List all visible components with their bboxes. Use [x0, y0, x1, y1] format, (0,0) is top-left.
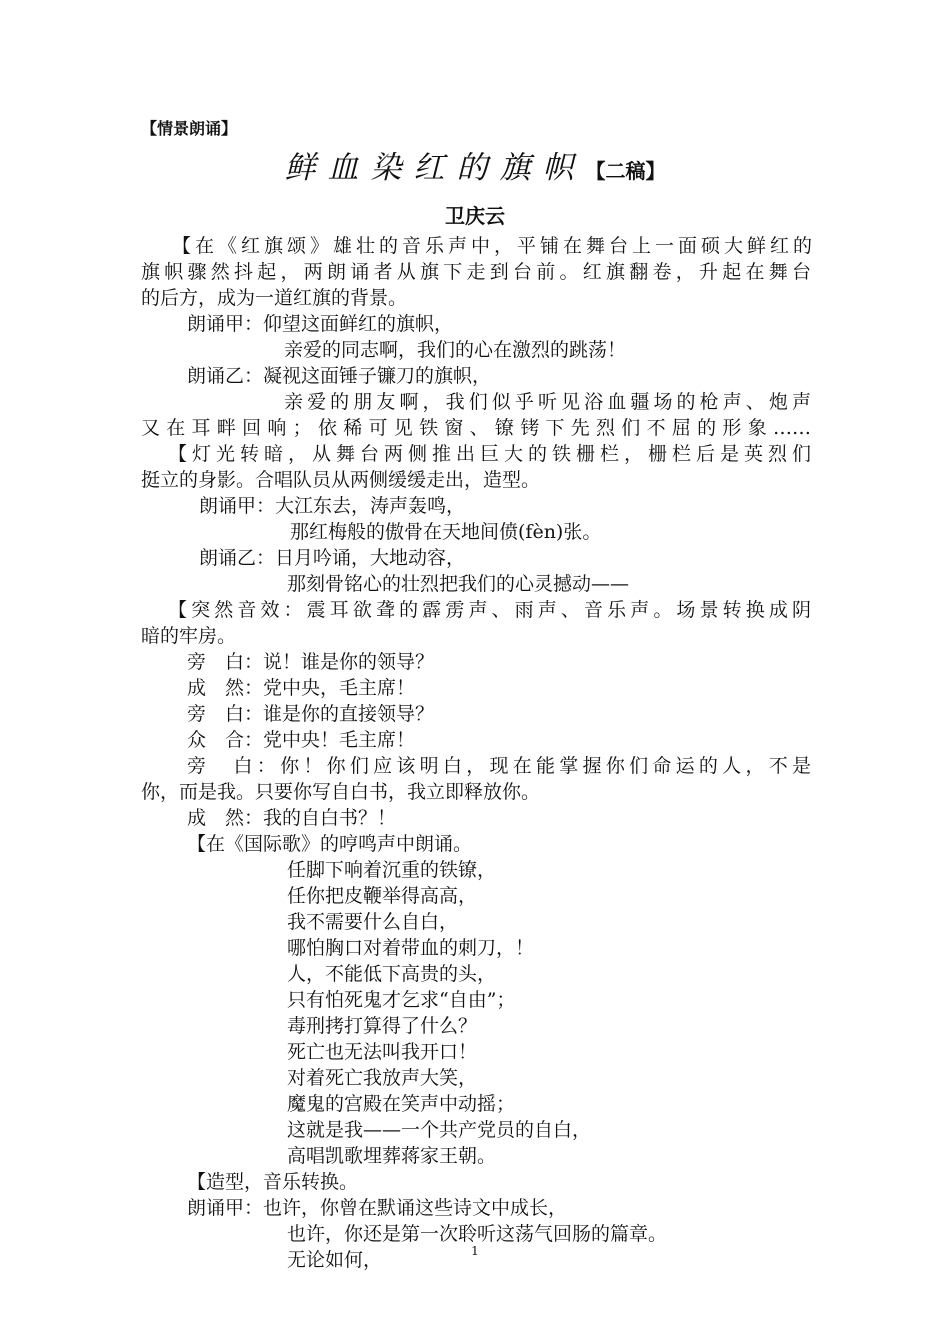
script-line: 【在《红旗颂》雄壮的音乐声中，平铺在舞台上一面硕大鲜红的: [172, 235, 812, 257]
script-line: 众 合：党中央！毛主席！: [187, 729, 416, 751]
script-line: 成 然：我的自白书？！: [187, 807, 397, 829]
script-line: 【突然音效：震耳欲聋的霹雳声、雨声、音乐声。场景转换成阴: [168, 599, 811, 621]
script-line: 那刻骨铭心的壮烈把我们的心灵撼动——: [287, 573, 630, 595]
script-line: 朗诵乙：日月吟诵，大地动容，: [199, 547, 466, 569]
script-line: 任你把皮鞭举得高高，: [287, 885, 478, 907]
script-line: 旁 白：你！你们应该明白，现在能掌握你们命运的人，不是: [187, 755, 811, 777]
author-name: 卫庆云: [445, 204, 505, 228]
script-line: 那红梅般的傲骨在天地间偾(fèn)张。: [290, 521, 602, 543]
script-line: 死亡也无法叫我开口！: [287, 1041, 478, 1063]
script-line: 高唱凯歌埋葬蒋家王朝。: [287, 1145, 497, 1167]
draft-label: 【二稿】: [585, 159, 666, 183]
script-line: 成 然：党中央，毛主席！: [187, 677, 416, 699]
script-line: 旗帜骤然抖起，两朗诵者从旗下走到台前。红旗翻卷，升起在舞台: [141, 261, 811, 283]
script-line: 朗诵甲：也许，你曾在默诵这些诗文中成长，: [187, 1197, 568, 1219]
script-line: 旁 白：说！谁是你的领导？: [187, 651, 435, 673]
page-number: 1: [471, 1244, 479, 1258]
script-line: 无论如何，: [287, 1249, 383, 1271]
script-line: 也许，你还是第一次聆听这荡气回肠的篇章。: [287, 1223, 668, 1245]
script-line: 朗诵乙：凝视这面锤子镰刀的旗帜，: [187, 365, 492, 387]
script-line: 只有怕死鬼才乞求“自由”；: [287, 989, 516, 1011]
script-line: 【灯光转暗，从舞台两侧推出巨大的铁栅栏，栅栏后是英烈们: [168, 443, 811, 465]
script-line: 任脚下响着沉重的铁镣，: [287, 859, 497, 881]
script-line: 亲爱的朋友啊，我们似乎听见浴血疆场的枪声、炮声: [284, 391, 811, 413]
script-line: 哪怕胸口对着带血的刺刀，！: [287, 937, 535, 959]
script-line: 朗诵甲：仰望这面鲜红的旗帜，: [187, 313, 454, 335]
genre-tag: 【情景朗诵】: [141, 119, 238, 138]
script-line: 暗的牢房。: [141, 625, 237, 647]
script-line: 的后方，成为一道红旗的背景。: [141, 287, 408, 309]
script-line: 这就是我——一个共产党员的自白，: [287, 1119, 592, 1141]
script-line: 旁 白：谁是你的直接领导？: [187, 703, 435, 725]
script-line: 人，不能低下高贵的头，: [287, 963, 497, 985]
script-line: 你，而是我。只要你写自白书，我立即释放你。: [141, 781, 541, 803]
script-line: 对着死亡我放声大笑，: [287, 1067, 478, 1089]
page-title: [0, 142, 950, 187]
script-line: 魔鬼的宫殿在笑声中动摇；: [287, 1093, 516, 1115]
script-line: 【在《国际歌》的哼鸣声中朗诵。: [187, 833, 473, 855]
script-line: 亲爱的同志啊，我们的心在激烈的跳荡！: [284, 339, 627, 361]
script-line: 我不需要什么自白，: [287, 911, 459, 933]
title-text: 鲜血染红的旗帜: [284, 150, 586, 186]
script-line: 朗诵甲：大江东去，涛声轰鸣，: [199, 495, 466, 517]
script-line: 【造型，音乐转换。: [187, 1171, 359, 1193]
script-line: 又在耳畔回响；依稀可见铁窗、镣铐下先烈们不屈的形象……: [141, 417, 811, 439]
script-line: 毒刑拷打算得了什么？: [287, 1015, 478, 1037]
script-line: 挺立的身影。合唱队员从两侧缓缓走出，造型。: [141, 469, 541, 491]
